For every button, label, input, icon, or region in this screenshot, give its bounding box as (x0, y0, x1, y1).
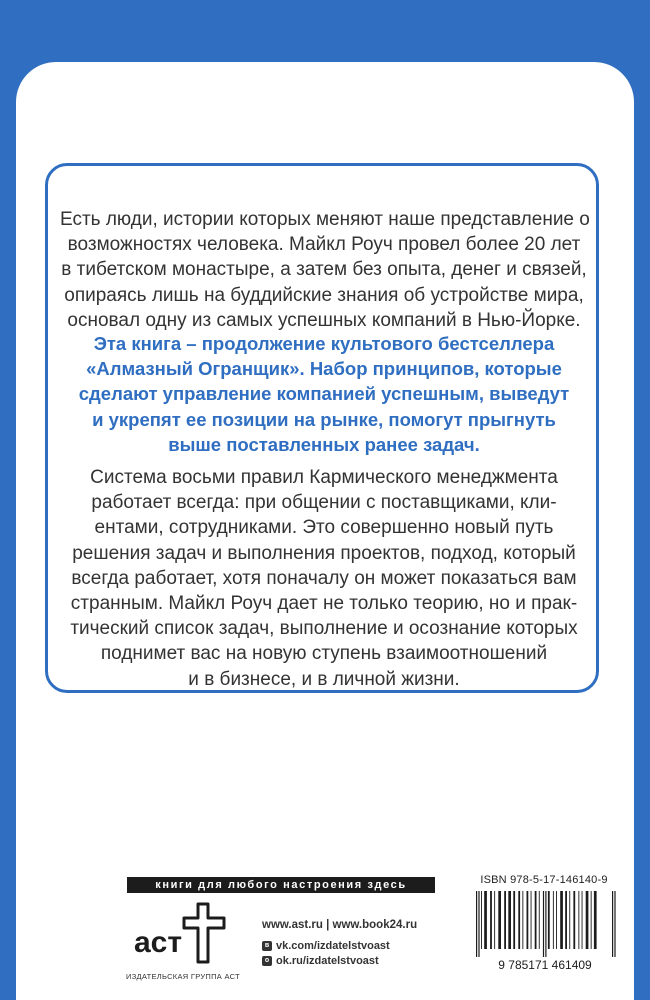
barcode-bar (548, 891, 550, 949)
barcode-bar (535, 891, 537, 949)
barcode-bar (494, 891, 495, 949)
barcode-bar (518, 891, 520, 949)
barcode-bar (565, 891, 567, 949)
intro-line: в тибетском монастыре, а затем без опыта, денег и связей, (61, 259, 587, 281)
system-paragraph (60, 465, 588, 692)
barcode-bar (478, 891, 479, 957)
highlight-line: и укрепят ее позиции на рынке, помогут прыгнуть (92, 408, 556, 430)
system-line: тический список задач, выполнение и осознание которых (70, 618, 578, 640)
barcode-bar (484, 891, 487, 949)
barcode-bar (508, 891, 511, 949)
barcode-bar (591, 891, 592, 949)
barcode-bar (560, 891, 563, 949)
vk-link-text: vk.com/izdatelstvoast (276, 940, 390, 952)
barcode-bar (481, 891, 482, 949)
barcode-bar (531, 891, 532, 949)
publisher-imprint: ИЗДАТЕЛЬСКАЯ ГРУППА АСТ (126, 972, 240, 981)
system-line: странным. Майкл Роуч дает не только теорию, но и прак- (70, 593, 578, 615)
barcode-digits: 9 785171 461409 (498, 958, 592, 971)
barcode-bar (545, 891, 546, 957)
intro-paragraph (60, 207, 588, 333)
barcode-bar (513, 891, 515, 949)
barcode-bar (578, 891, 579, 949)
intro-line: возможностях человека. Майкл Роуч провел более 20 лет (67, 234, 581, 256)
intro-line: Есть люди, истории которых меняют наше представление о (60, 209, 590, 230)
barcode-bar (527, 891, 529, 949)
barcode-bar (490, 891, 492, 949)
barcode-bar (476, 891, 477, 957)
barcode-bar (539, 891, 540, 949)
website-links[interactable]: www.ast.ru | www.book24.ru (262, 919, 418, 931)
barcode-bar (582, 891, 583, 949)
highlight-line: «Алмазный Огранщик». Набор принципов, которые (86, 358, 562, 380)
barcode-bar (573, 891, 575, 949)
system-line: поднимет вас на новую ступень взаимоотношений (100, 643, 548, 665)
barcode-bar (612, 891, 613, 957)
isbn-number: ISBN 978-5-17-146140-9 (480, 874, 608, 886)
intro-line: основал одну из самых успешных компаний в Нью-Йорке. (67, 309, 581, 331)
ok-link[interactable] (262, 955, 379, 967)
highlight-paragraph (60, 331, 588, 457)
highlight-line: сделают управление компанией успешным, выведут (78, 383, 570, 405)
system-line: Система восьми правил Кармического менеджмента (90, 467, 558, 488)
system-line: работает всегда: при общении с поставщиками, кли- (91, 492, 557, 514)
intro-line: опираясь лишь на буддийские знания об устройстве мира, (64, 284, 584, 306)
barcode-bar (543, 891, 544, 957)
ok-link-text: ok.ru/izdatelstvoast (276, 955, 379, 967)
system-line: и в бизнесе, и в личной жизни. (188, 668, 460, 690)
system-line: решения задач и выполнения проектов, подход, который (72, 542, 576, 564)
barcode-bar (586, 891, 589, 949)
ast-logo (128, 898, 238, 966)
system-line: ентами, сотрудниками. Это совершенно новый путь (94, 517, 554, 539)
vk-icon: в (262, 941, 272, 951)
ok-icon: о (262, 956, 272, 966)
barcode-bar (498, 891, 501, 949)
barcode-bar (556, 891, 557, 949)
barcode-bar (569, 891, 570, 949)
barcode-bar (522, 891, 523, 949)
highlight-line: выше поставленных ранее задач. (168, 433, 480, 455)
vk-link[interactable] (262, 940, 390, 952)
barcode-bar (553, 891, 554, 949)
barcode-bar (614, 891, 615, 957)
system-line: всегда работает, хотя поначалу он может показаться вам (71, 567, 577, 589)
barcode-bar (594, 891, 597, 949)
highlight-line: Эта книга – продолжение культового бестселлера (93, 333, 555, 354)
barcode-bars (476, 891, 616, 957)
logo-text: аст (134, 926, 183, 959)
isbn-barcode (464, 889, 626, 971)
slogan-bar: книги для любого настроения здесь (127, 877, 435, 893)
barcode-bar (504, 891, 506, 949)
